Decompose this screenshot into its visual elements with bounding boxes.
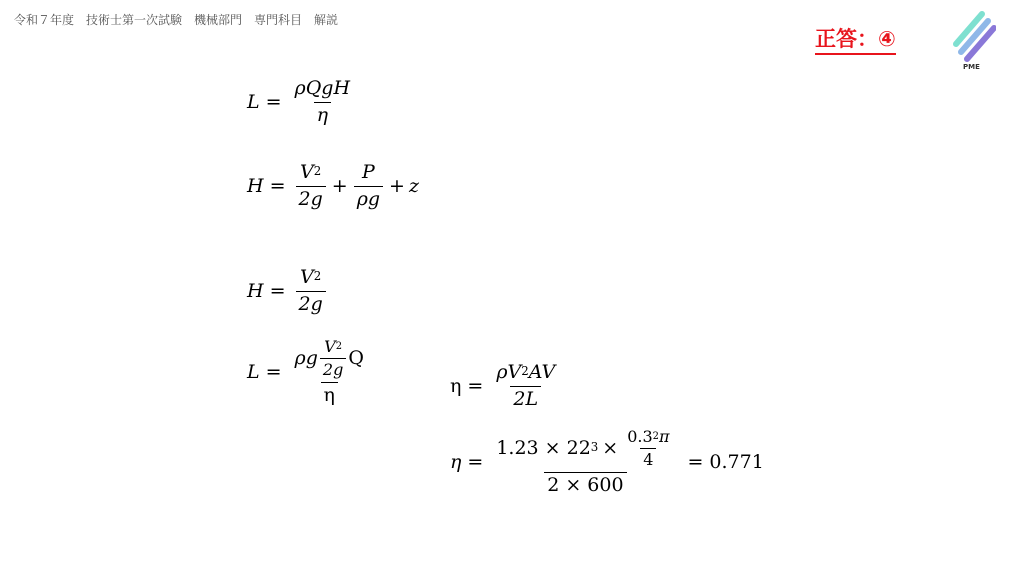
eq5-lhs: η xyxy=(450,375,462,398)
equation-head-velocity xyxy=(247,267,330,316)
equation-efficiency-numeric xyxy=(450,428,764,497)
eq4-equals: = xyxy=(265,361,282,384)
logo-text: PME xyxy=(963,63,980,71)
eq6-result: 0.771 xyxy=(709,451,764,474)
equation-efficiency xyxy=(450,362,562,411)
eq3-denominator: 2g xyxy=(296,291,326,316)
eq4-lhs: L xyxy=(247,361,260,384)
page-header: 令和７年度 技術士第一次試験 機械部門 専門科目 解説 xyxy=(14,13,339,27)
eq2-f1-denominator: 2g xyxy=(296,186,326,211)
equation-power xyxy=(247,78,357,127)
eq6-fraction xyxy=(493,428,677,497)
eq5-fraction xyxy=(493,362,558,411)
eq1-fraction xyxy=(292,78,353,127)
eq2-lhs: H xyxy=(247,175,264,198)
eq5-denominator: 2L xyxy=(510,386,541,411)
eq6-equals-2: = xyxy=(687,451,704,474)
eq4-inner-fraction: V $^2$ 2g xyxy=(320,338,346,380)
eq3-numerator: V $^2$ xyxy=(300,266,322,288)
eq6-inner-fraction: 0.3 $^2$ π 4 xyxy=(627,427,670,470)
eq1-denominator: η xyxy=(314,102,331,127)
eq2-z: z xyxy=(408,175,419,198)
eq2-plus-2: + xyxy=(389,175,405,198)
eq4-numerator: ρg V $^2$ 2g Q xyxy=(294,337,364,380)
eq3-equals: = xyxy=(269,280,286,303)
eq2-equals: = xyxy=(269,175,286,198)
equation-head-full xyxy=(247,162,419,211)
eq5-numerator: ρV $^2$ AV xyxy=(496,361,556,383)
eq2-fraction-1 xyxy=(296,162,326,211)
eq6-lhs: η xyxy=(450,451,462,474)
eq4-denominator: η xyxy=(321,382,338,407)
eq3-lhs: H xyxy=(247,280,264,303)
eq2-fraction-2 xyxy=(354,162,383,211)
eq5-equals: = xyxy=(467,375,484,398)
eq6-denominator: 2 × 600 xyxy=(544,472,626,497)
eq4-fraction xyxy=(292,338,367,407)
eq2-f2-numerator: P xyxy=(361,161,375,183)
eq1-numerator: ρQgH xyxy=(294,77,351,99)
eq2-f1-numerator: V $^2$ xyxy=(300,161,322,183)
eq2-plus-1: + xyxy=(331,175,348,198)
eq1-equals: = xyxy=(265,91,282,114)
answer-label: 正答：④ xyxy=(815,25,896,55)
eq1-lhs: L xyxy=(247,91,260,114)
eq2-f2-denominator: ρg xyxy=(354,186,383,211)
eq3-fraction xyxy=(296,267,326,316)
eq6-numerator: 1.23 × 22 $^3$ × 0.3 $^2$ π 4 xyxy=(493,428,677,472)
equation-power-substituted xyxy=(247,338,371,407)
eq6-equals: = xyxy=(467,451,484,474)
